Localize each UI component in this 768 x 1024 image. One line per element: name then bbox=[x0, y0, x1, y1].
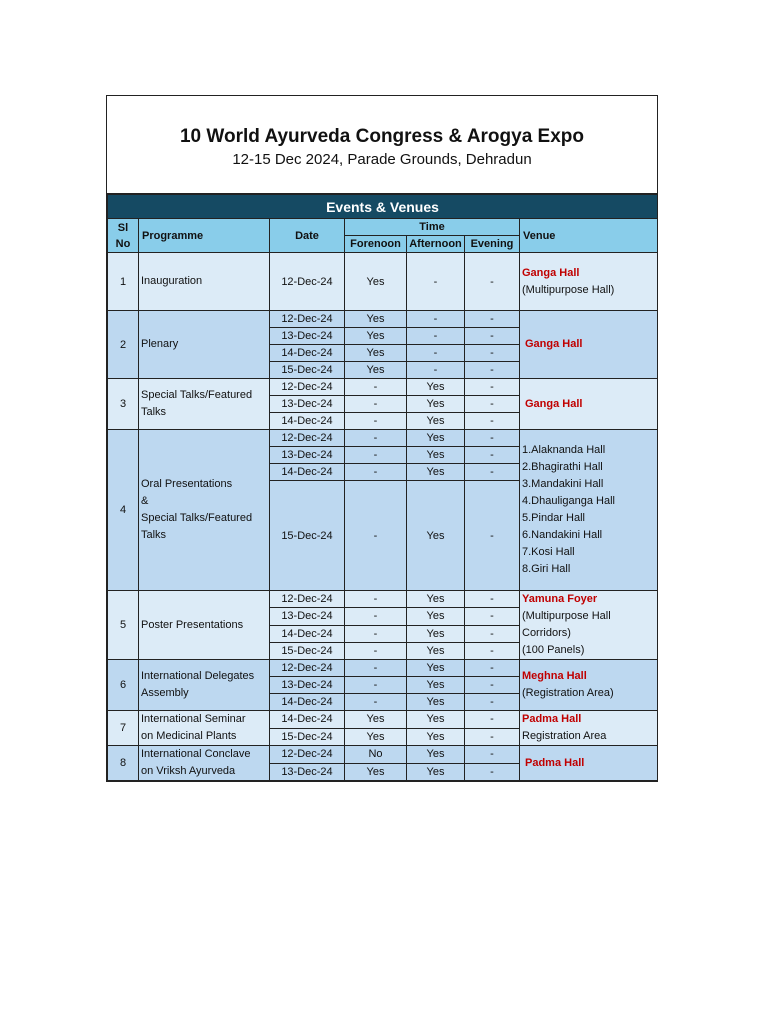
venue-line: Corridors) bbox=[522, 627, 571, 639]
forenoon-cell: Yes bbox=[345, 328, 407, 345]
events-table bbox=[107, 194, 658, 781]
afternoon-cell: Yes bbox=[407, 677, 465, 694]
programme-line: Talks bbox=[141, 406, 167, 418]
forenoon-cell: No bbox=[345, 746, 407, 764]
venue-cell bbox=[520, 379, 658, 430]
forenoon-cell: Yes bbox=[345, 763, 407, 781]
forenoon-cell: Yes bbox=[345, 711, 407, 729]
programme-cell bbox=[139, 591, 270, 660]
date-cell: 12-Dec-24 bbox=[270, 746, 345, 764]
banner-row bbox=[108, 195, 658, 219]
afternoon-cell: Yes bbox=[407, 642, 465, 659]
table-row bbox=[108, 253, 658, 311]
sl-number: 5 bbox=[108, 591, 139, 660]
header-row bbox=[108, 219, 658, 236]
date-cell: 15-Dec-24 bbox=[270, 728, 345, 746]
venue-line: Ganga Hall bbox=[525, 397, 583, 410]
date-cell: 15-Dec-24 bbox=[270, 362, 345, 379]
forenoon-cell: Yes bbox=[345, 728, 407, 746]
forenoon-cell: - bbox=[345, 591, 407, 608]
evening-cell: - bbox=[465, 711, 520, 729]
evening-cell: - bbox=[465, 677, 520, 694]
afternoon-cell: Yes bbox=[407, 763, 465, 781]
venue-line: Meghna Hall bbox=[522, 670, 587, 682]
document-header bbox=[107, 96, 657, 194]
forenoon-cell: - bbox=[345, 694, 407, 711]
evening-cell: - bbox=[465, 345, 520, 362]
table-row bbox=[108, 746, 658, 764]
evening-cell: - bbox=[465, 481, 520, 591]
sl-number: 7 bbox=[108, 711, 139, 746]
afternoon-cell: - bbox=[407, 362, 465, 379]
date-cell: 13-Dec-24 bbox=[270, 677, 345, 694]
evening-cell: - bbox=[465, 746, 520, 764]
forenoon-cell: - bbox=[345, 447, 407, 464]
venue-cell bbox=[520, 253, 658, 311]
programme-line: on Medicinal Plants bbox=[141, 730, 237, 742]
afternoon-cell: Yes bbox=[407, 413, 465, 430]
programme-cell bbox=[139, 253, 270, 311]
forenoon-cell: - bbox=[345, 481, 407, 591]
date-cell: 12-Dec-24 bbox=[270, 311, 345, 328]
date-cell: 12-Dec-24 bbox=[270, 253, 345, 311]
programme-line: International Conclave bbox=[141, 748, 251, 760]
programme-cell bbox=[139, 711, 270, 746]
sl-number: 8 bbox=[108, 746, 139, 781]
forenoon-cell: - bbox=[345, 379, 407, 396]
venue-cell bbox=[520, 311, 658, 379]
table-row bbox=[108, 660, 658, 677]
programme-line: Plenary bbox=[141, 338, 179, 350]
col-programme: Programme bbox=[139, 219, 270, 253]
date-cell: 13-Dec-24 bbox=[270, 447, 345, 464]
programme-line: International Delegates bbox=[141, 670, 255, 682]
afternoon-cell: Yes bbox=[407, 694, 465, 711]
date-cell: 12-Dec-24 bbox=[270, 379, 345, 396]
evening-cell: - bbox=[465, 396, 520, 413]
venue-line: (100 Panels) bbox=[522, 644, 585, 656]
forenoon-cell: - bbox=[345, 413, 407, 430]
evening-cell: - bbox=[465, 591, 520, 608]
evening-cell: - bbox=[465, 253, 520, 311]
programme-cell bbox=[139, 379, 270, 430]
venue-line: Ganga Hall bbox=[525, 338, 583, 350]
forenoon-cell: - bbox=[345, 642, 407, 659]
venue-cell bbox=[520, 591, 658, 660]
venue-line: (Multipurpose Hall bbox=[522, 610, 611, 622]
programme-cell bbox=[139, 311, 270, 379]
afternoon-cell: Yes bbox=[407, 430, 465, 447]
venue-line: Registration Area bbox=[522, 730, 607, 742]
date-cell: 12-Dec-24 bbox=[270, 430, 345, 447]
forenoon-cell: - bbox=[345, 396, 407, 413]
table-row bbox=[108, 430, 658, 447]
sl-number: 4 bbox=[108, 430, 139, 591]
venue-line: 5.Pindar Hall bbox=[522, 512, 585, 524]
afternoon-cell: Yes bbox=[407, 728, 465, 746]
afternoon-cell: - bbox=[407, 311, 465, 328]
afternoon-cell: - bbox=[407, 345, 465, 362]
afternoon-cell: - bbox=[407, 253, 465, 311]
evening-cell: - bbox=[465, 311, 520, 328]
date-cell: 15-Dec-24 bbox=[270, 642, 345, 659]
col-date: Date bbox=[270, 219, 345, 253]
evening-cell: - bbox=[465, 464, 520, 481]
programme-line: Inauguration bbox=[141, 275, 203, 287]
date-cell: 13-Dec-24 bbox=[270, 763, 345, 781]
programme-line: & bbox=[141, 495, 149, 507]
venue-line: Yamuna Foyer bbox=[522, 593, 598, 605]
programme-line: Oral Presentations bbox=[141, 478, 233, 490]
forenoon-cell: - bbox=[345, 464, 407, 481]
venue-line: 2.Bhagirathi Hall bbox=[522, 461, 603, 473]
afternoon-cell: Yes bbox=[407, 379, 465, 396]
table-row bbox=[108, 711, 658, 729]
col-forenoon: Forenoon bbox=[345, 236, 407, 253]
afternoon-cell: Yes bbox=[407, 711, 465, 729]
col-venue: Venue bbox=[520, 219, 658, 253]
sl-number: 2 bbox=[108, 311, 139, 379]
afternoon-cell: Yes bbox=[407, 591, 465, 608]
evening-cell: - bbox=[465, 430, 520, 447]
venue-line: 6.Nandakini Hall bbox=[522, 529, 603, 541]
venue-line: Padma Hall bbox=[522, 713, 582, 725]
programme-line: Talks bbox=[141, 529, 167, 541]
document-title: 10 World Ayurveda Congress & Arogya Expo bbox=[179, 126, 585, 147]
forenoon-cell: Yes bbox=[345, 311, 407, 328]
document-subtitle: 12-15 Dec 2024, Parade Grounds, Dehradun bbox=[232, 151, 532, 168]
programme-cell bbox=[139, 660, 270, 711]
evening-cell: - bbox=[465, 642, 520, 659]
venue-line: 4.Dhauliganga Hall bbox=[522, 495, 615, 507]
venue-cell bbox=[520, 746, 658, 781]
date-cell: 14-Dec-24 bbox=[270, 625, 345, 642]
forenoon-cell: - bbox=[345, 625, 407, 642]
date-cell: 13-Dec-24 bbox=[270, 608, 345, 625]
afternoon-cell: - bbox=[407, 328, 465, 345]
forenoon-cell: - bbox=[345, 430, 407, 447]
col-afternoon: Afternoon bbox=[407, 236, 465, 253]
venue-line: 8.Giri Hall bbox=[522, 563, 571, 575]
date-cell: 13-Dec-24 bbox=[270, 396, 345, 413]
sl-number: 6 bbox=[108, 660, 139, 711]
banner-title: Events & Venues bbox=[108, 195, 658, 219]
forenoon-cell: Yes bbox=[345, 362, 407, 379]
evening-cell: - bbox=[465, 413, 520, 430]
forenoon-cell: Yes bbox=[345, 345, 407, 362]
venue-line: Ganga Hall bbox=[522, 266, 580, 279]
evening-cell: - bbox=[465, 728, 520, 746]
venue-line: (Multipurpose Hall) bbox=[522, 283, 615, 296]
afternoon-cell: Yes bbox=[407, 625, 465, 642]
afternoon-cell: Yes bbox=[407, 660, 465, 677]
date-cell: 13-Dec-24 bbox=[270, 328, 345, 345]
forenoon-cell: Yes bbox=[345, 253, 407, 311]
evening-cell: - bbox=[465, 328, 520, 345]
programme-cell bbox=[139, 746, 270, 781]
programme-line: International Seminar bbox=[141, 713, 246, 725]
programme-line: Special Talks/Featured bbox=[141, 389, 253, 401]
evening-cell: - bbox=[465, 608, 520, 625]
date-cell: 15-Dec-24 bbox=[270, 481, 345, 591]
sl-number: 3 bbox=[108, 379, 139, 430]
evening-cell: - bbox=[465, 447, 520, 464]
sl-number: 1 bbox=[108, 253, 139, 311]
forenoon-cell: - bbox=[345, 608, 407, 625]
date-cell: 12-Dec-24 bbox=[270, 660, 345, 677]
date-cell: 14-Dec-24 bbox=[270, 711, 345, 729]
forenoon-cell: - bbox=[345, 660, 407, 677]
afternoon-cell: Yes bbox=[407, 481, 465, 591]
afternoon-cell: Yes bbox=[407, 608, 465, 625]
programme-line: Poster Presentations bbox=[141, 618, 244, 631]
afternoon-cell: Yes bbox=[407, 447, 465, 464]
venue-line: 3.Mandakini Hall bbox=[522, 478, 604, 490]
venue-cell bbox=[520, 711, 658, 746]
programme-line: on Vriksh Ayurveda bbox=[141, 765, 236, 777]
date-cell: 14-Dec-24 bbox=[270, 464, 345, 481]
col-evening: Evening bbox=[465, 236, 520, 253]
evening-cell: - bbox=[465, 362, 520, 379]
afternoon-cell: Yes bbox=[407, 396, 465, 413]
col-sl: Sl No bbox=[108, 219, 139, 253]
evening-cell: - bbox=[465, 625, 520, 642]
table-row bbox=[108, 379, 658, 396]
programme-line: Assembly bbox=[141, 687, 189, 699]
date-cell: 14-Dec-24 bbox=[270, 694, 345, 711]
evening-cell: - bbox=[465, 379, 520, 396]
venue-line: 1.Alaknanda Hall bbox=[522, 444, 606, 456]
schedule-sheet bbox=[106, 95, 658, 782]
forenoon-cell: - bbox=[345, 677, 407, 694]
venue-cell bbox=[520, 660, 658, 711]
date-cell: 12-Dec-24 bbox=[270, 591, 345, 608]
date-cell: 14-Dec-24 bbox=[270, 413, 345, 430]
table-row bbox=[108, 311, 658, 328]
afternoon-cell: Yes bbox=[407, 746, 465, 764]
venue-line: Padma Hall bbox=[525, 756, 585, 769]
venue-cell bbox=[520, 430, 658, 591]
programme-cell bbox=[139, 430, 270, 591]
date-cell: 14-Dec-24 bbox=[270, 345, 345, 362]
programme-line: Special Talks/Featured bbox=[141, 512, 253, 524]
afternoon-cell: Yes bbox=[407, 464, 465, 481]
evening-cell: - bbox=[465, 660, 520, 677]
evening-cell: - bbox=[465, 763, 520, 781]
table-row bbox=[108, 591, 658, 608]
venue-line: 7.Kosi Hall bbox=[522, 546, 575, 558]
col-time: Time bbox=[345, 219, 520, 236]
evening-cell: - bbox=[465, 694, 520, 711]
venue-line: (Registration Area) bbox=[522, 687, 614, 699]
